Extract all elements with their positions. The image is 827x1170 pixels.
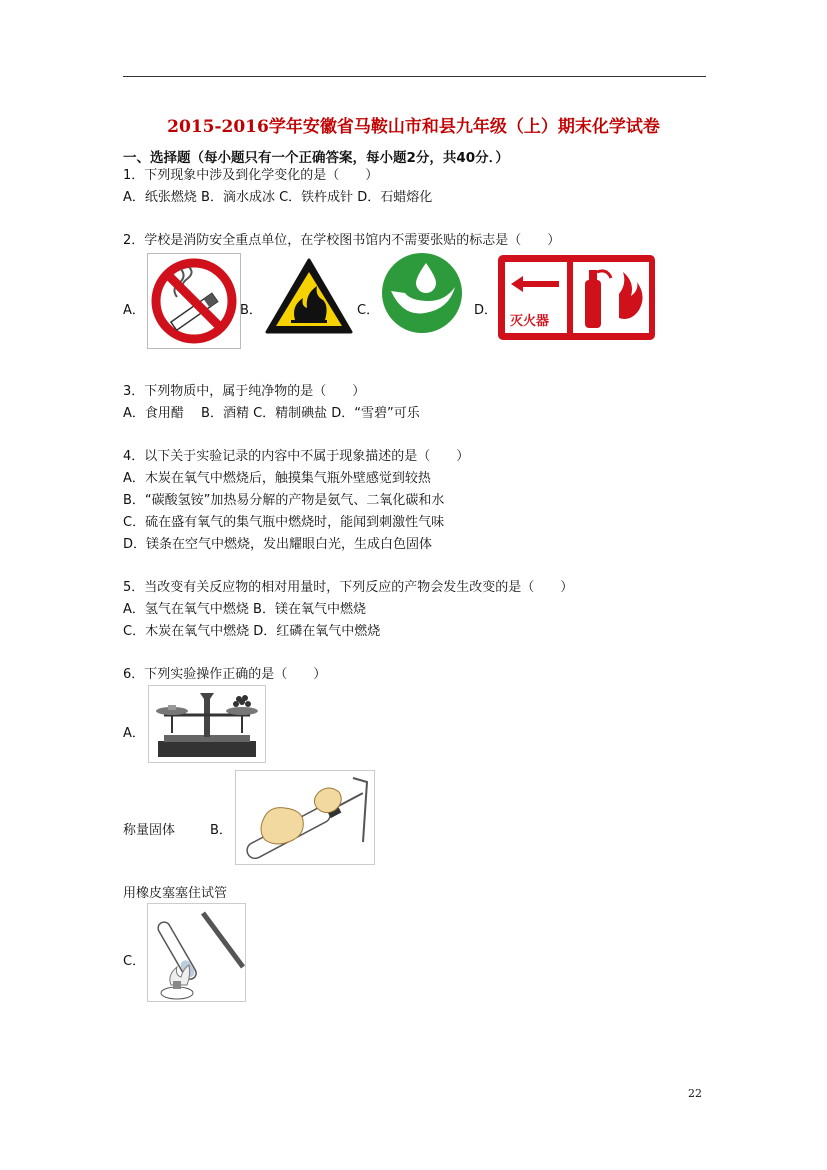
- q4-stem: 4．以下关于实验记录的内容中不属于现象描述的是（ ）: [123, 449, 470, 464]
- no-smoking-sign-icon: [147, 253, 241, 349]
- q6-stem: 6．下列实验操作正确的是（ ）: [123, 667, 327, 682]
- header-rule: [123, 76, 706, 77]
- q4-option-a: A．木炭在氧气中燃烧后，触摸集气瓶外壁感觉到较热: [123, 471, 431, 486]
- q4-option-b: B．“碳酸氢铵”加热易分解的产物是氨气、二氧化碳和水: [123, 493, 445, 508]
- q2-label-d: D．: [474, 303, 498, 318]
- q6-caption-a: 称量固体: [123, 823, 176, 838]
- q2-stem: 2．学校是消防安全重点单位，在学校图书馆内不需要张贴的标志是（ ）: [123, 233, 561, 248]
- q6-label-a: A．: [123, 726, 145, 741]
- extinguisher-label: 灭火器: [510, 314, 550, 329]
- exam-title: 2015-2016学年安徽省马鞍山市和县九年级（上）期末化学试卷: [167, 117, 660, 137]
- balance-scale-icon: [148, 685, 266, 763]
- q6-label-b: B．: [210, 823, 232, 838]
- q2-label-a: A．: [123, 303, 145, 318]
- section-heading: 一、选择题（每小题只有一个正确答案，每小题2分，共40分．）: [123, 150, 509, 166]
- q2-label-c: C．: [357, 303, 380, 318]
- q6-label-c: C．: [123, 954, 146, 969]
- q6-caption-b: 用橡皮塞塞住试管: [123, 886, 228, 901]
- q5-options-ab: A．氢气在氧气中燃烧 B．镁在氧气中燃烧: [123, 602, 366, 617]
- water-saving-sign-icon: [381, 251, 463, 335]
- q5-options-cd: C．木炭在氧气中燃烧 D．红磷在氧气中燃烧: [123, 624, 381, 639]
- q3-options: A．食用醋 B．酒精 C．精制碘盐 D．“雪碧”可乐: [123, 406, 420, 421]
- page-number: 22: [688, 1087, 702, 1100]
- heating-test-tube-icon: [147, 903, 246, 1002]
- flammable-warning-icon: [263, 256, 355, 336]
- q4-option-d: D．镁条在空气中燃烧，发出耀眼白光，生成白色固体: [123, 537, 433, 552]
- q2-label-b: B．: [240, 303, 262, 318]
- q4-option-c: C．硫在盛有氧气的集气瓶中燃烧时，能闻到刺激性气味: [123, 515, 445, 530]
- fire-extinguisher-sign: [497, 254, 656, 341]
- test-tube-stopper-icon: [235, 770, 375, 865]
- q1-stem: 1．下列现象中涉及到化学变化的是（ ）: [123, 168, 379, 183]
- q5-stem: 5．当改变有关反应物的相对用量时，下列反应的产物会发生改变的是（ ）: [123, 580, 574, 595]
- q3-stem: 3．下列物质中，属于纯净物的是（ ）: [123, 384, 366, 399]
- q1-options: A．纸张燃烧 B．滴水成冰 C．铁杵成针 D．石蜡熔化: [123, 190, 433, 205]
